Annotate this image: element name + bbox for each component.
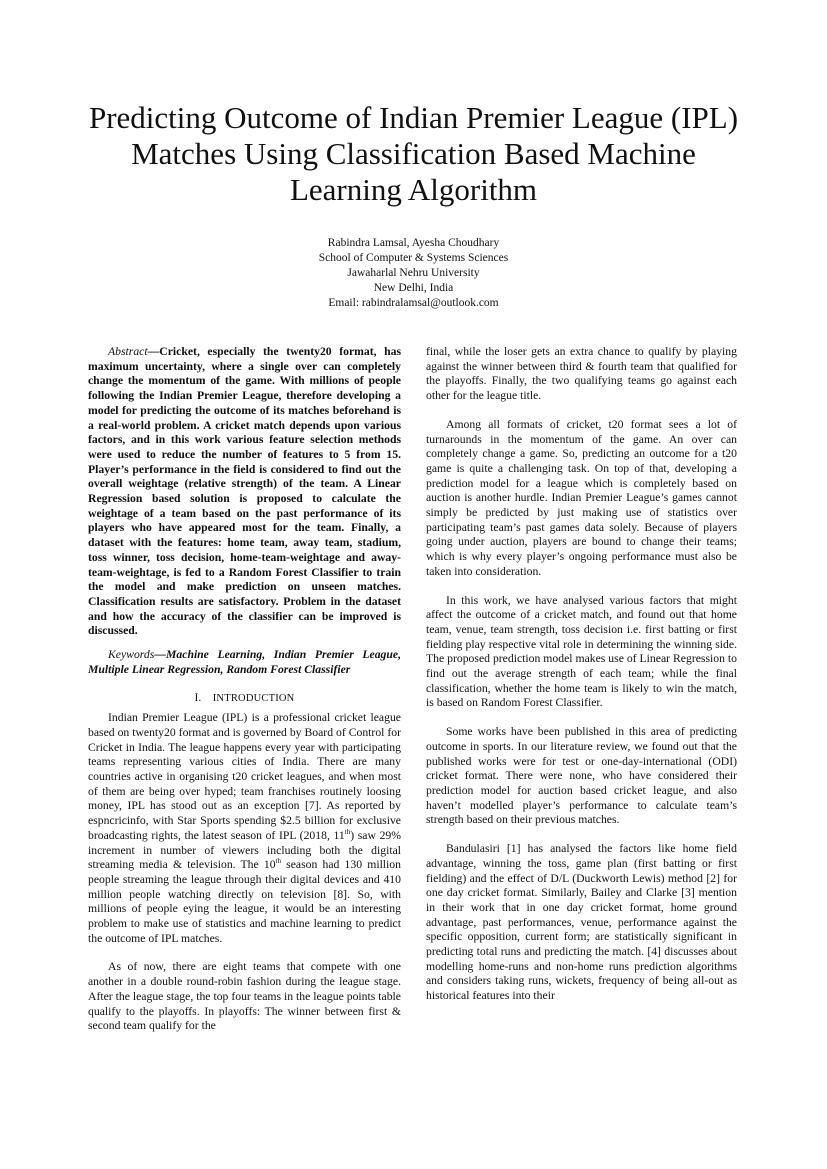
- superscript: th: [275, 857, 282, 866]
- author-university: Jawaharlal Nehru University: [347, 267, 480, 279]
- title-line: Predicting Outcome of Indian Premier League (IPL): [88, 100, 739, 135]
- body-paragraph: final, while the loser gets an extra chance to qualify by playing against the winner between third & fourth team that qualified for the playoffs. Finally, the two qualifying teams go against each other for the league title.: [426, 345, 737, 403]
- keywords: [88, 648, 401, 677]
- section-number: I.: [194, 692, 202, 705]
- keywords-text: —Machine Learning, Indian Premier League, Multiple Linear Regression, Random Forest Classifier: [88, 648, 401, 676]
- intro-paragraph-1: [88, 711, 401, 946]
- author-school: School of Computer & Systems Sciences: [318, 252, 509, 264]
- abstract-label: Abstract: [108, 345, 148, 358]
- author-names: Rabindra Lamsal, Ayesha Choudhary: [327, 237, 500, 249]
- keywords-label: Keywords: [108, 648, 155, 662]
- intro-paragraph-2: As of now, there are eight teams that compete with one another in a double round-robin fashion during the league stage. After the league stage, the top four teams in the league points table qualify to the playoffs. In playoffs: The winner between first & second team qualify for the: [88, 960, 401, 1033]
- author-block: [200, 236, 627, 311]
- body-paragraph: Among all formats of cricket, t20 format sees a lot of turnarounds in the momentum of the game. An over can completely change a game. So, predicting an outcome for a t20 game is quite a challenging task. On top of that, developing a prediction model for a league which is completely based on auction is another hurdle. Indian Premier League’s games cannot simply be predicted by just making use of statistics over participating team’s past games data solely. Because of players going under auction, players are bound to change their teams; which is why every player’s ongoing performance must also be taken into consideration.: [426, 417, 737, 578]
- body-paragraph: Some works have been published in this area of predicting outcome in sports. In our literature review, we found out that the published works were for test or one-day-international (ODI) cricket format. There were none, who have considered their prediction model for auction based cricket league, and also haven’t modelled player’s performance to calculate team’s strength based on their previous matches.: [426, 725, 737, 827]
- abstract-text: —Cricket, especially the twenty20 format, has maximum uncertainty, where a single over can completely change the momentum of the game. With millions of people following the Indian Premier League, therefore developing a model for predicting the outcome of its matches beforehand is a real-world problem. A cricket match depends upon various factors, and in this work various feature selection methods were used to reduce the number of features to 5 from 15. Player’s performance in the field is considered to find out the overall weightage (relative strength) of the team. A Linear Regression based solution is proposed to calculate the weightage of a team based on the past performance of its players who have appeared most for the team. Finally, a dataset with the features: home team, away team, stadium, toss winner, toss decision, home-team-weightage and away-team-weightage, is fed to a Random Forest Classifier to train the model and make prediction on unseen matches. Classification results are satisfactory. Problem in the dataset and how the accuracy of the classifier can be improved is discussed.: [88, 345, 401, 638]
- intro-p1-part2: ) saw 29% increment in number of viewers including both the digital streaming media & television. The 10: [88, 828, 401, 872]
- intro-p1-part3: season had 130 million people streaming the league through their digital devices and 410 million people watching directly on television [8]. So, with millions of people eying the league, it would be an interesting problem to make use of statistics and machine learning to predict the outcome of IPL matches.: [88, 858, 401, 945]
- body-paragraph: Bandulasiri [1] has analysed the factors like home field advantage, winning the toss, game plan (first batting or first fielding) and the effect of D/L (Duckworth Lewis) method [2] for one day cricket format. Similarly, Bailey and Clarke [3] mention in their work that in one day cricket format, home ground advantage, past performances, venue, performance against the specific opposition, current form; are statistically significant in predicting total runs and predicting the match. [4] discusses about modelling home-runs and non-home runs prediction algorithms and considers taking runs, wickets, frequency of being all-out as historical features into their: [426, 842, 737, 1003]
- section-title: INTRODUCTION: [212, 693, 295, 705]
- left-column: [88, 345, 401, 1034]
- superscript: th: [344, 827, 351, 836]
- abstract: [88, 345, 401, 639]
- author-city: New Delhi, India: [373, 282, 454, 294]
- intro-p1-part1: Indian Premier League (IPL) is a professional cricket league based on twenty20 format and is governed by Board of Control for Cricket in India. The league happens every year with participating teams representing various cities of India. There are many countries active in organising t20 cricket leagues, and when most of them are being over hyped; team franchises routinely loosing money, IPL has stood out as an exception [7]. As reported by espncricinfo, with Star Sports spending $2.5 billion for exclusive broadcasting rights, the latest season of IPL (2018, 11: [88, 711, 401, 842]
- title-line: Learning Algorithm: [289, 172, 538, 207]
- body-paragraph: In this work, we have analysed various factors that might affect the outcome of a cricket match, and found out that home team, venue, team strength, toss decision i.e. first batting or first fielding play respective vital role in determining the winning side. The proposed prediction model makes use of Linear Regression to find out the average strength of each team; while the final classification, whether the home team is likely to win the match, is based on Random Forest Classifier.: [426, 593, 737, 710]
- author-email[interactable]: Email: rabindralamsal@outlook.com: [328, 297, 499, 309]
- paper-title: [40, 100, 787, 208]
- right-column: [426, 345, 737, 1004]
- title-line: Matches Using Classification Based Machine: [131, 136, 696, 171]
- section-heading-introduction: [88, 691, 401, 707]
